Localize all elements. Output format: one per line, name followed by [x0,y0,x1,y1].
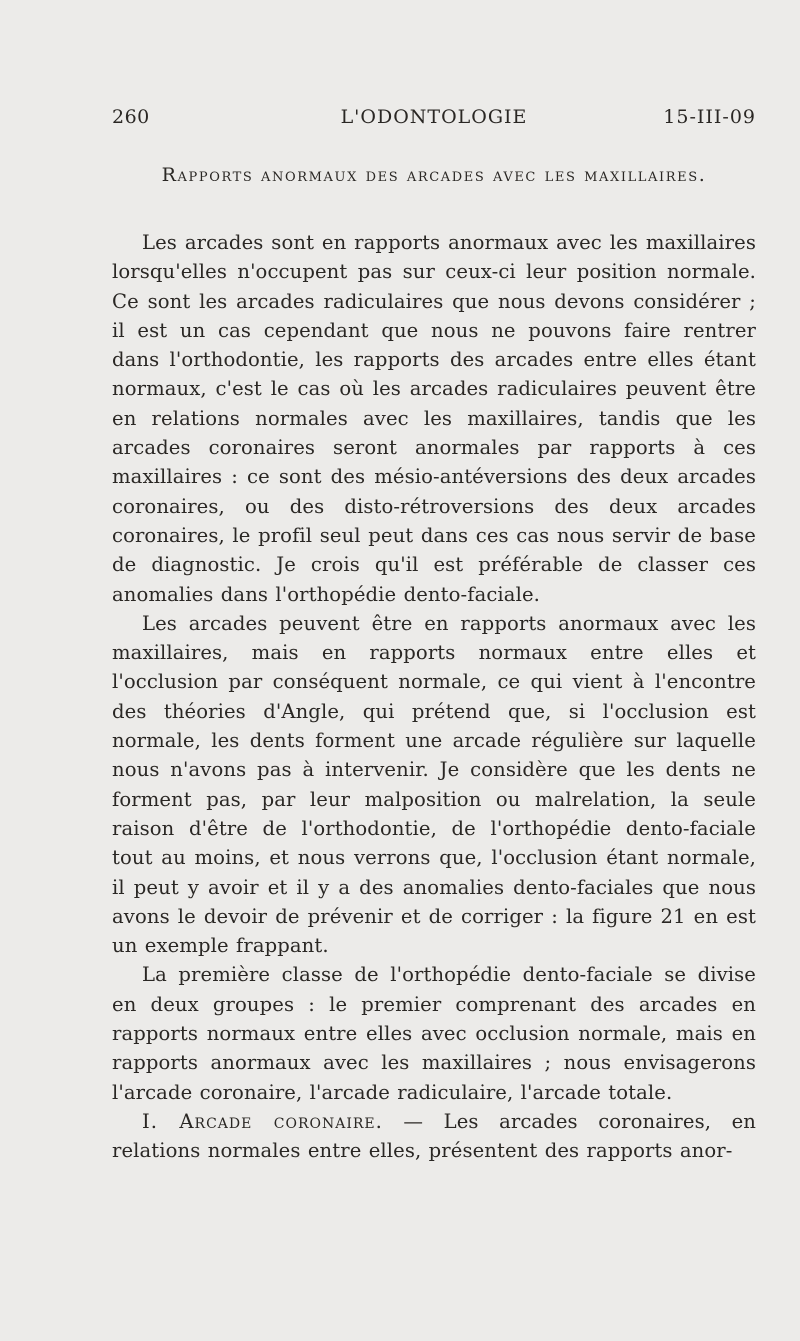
page-number: 260 [112,106,150,128]
subsection-heading: I. Arcade coronaire. [142,1109,383,1133]
body-text [112,228,756,1166]
paragraph-3: La première classe de l'orthopédie dento-faciale se divise en deux groupes : le premier comprenant des arcades en rapports normaux entre elles avec occlusion normale, mais en rapports anormaux avec les maxillaires ; nous envisagerons l'arcade coronaire, l'arcade radiculaire, l'arcade totale. [112,963,756,1104]
issue-date: 15-III-09 [663,106,756,128]
section-title: Rapports anormaux des arcades avec les maxillaires. [161,164,707,186]
paragraph-2: Les arcades peuvent être en rapports anormaux avec les maxillaires, mais en rapports normaux entre elles et l'occlusion par conséquent normale, ce qui vient à l'encontre des théories d'Angle, qui prétend que, si l'occlusion est normale, les dents forment une arcade régulière sur laquelle nous n'avons pas à intervenir. Je considère que les dents ne forment pas, par leur malposition ou malrelation, la seule raison d'être de l'orthodontie, de l'orthopédie dento-faciale tout au moins, et nous verrons que, l'occlusion étant normale, il peut y avoir et il y a des anomalies dento-faciales que nous avons le devoir de prévenir et de corriger : la figure 21 en est un exemple frappant. [112,611,756,958]
subsection-text: — Les arcades coronaires, en relations normales entre elles, présentent des rapports anor- [112,1109,756,1163]
running-head [112,106,756,136]
paragraph-1: Les arcades sont en rapports anormaux avec les maxillaires lorsqu'elles n'occupent pas sur ceux-ci leur position normale. Ce sont les arcades radiculaires que nous devons considérer ; il est un cas cependant que nous ne pouvons faire rentrer dans l'orthodontie, les rapports des arcades entre elles étant normaux, c'est le cas où les arcades radiculaires peuvent être en relations normales avec les maxillaires, tandis que les arcades coronaires seront anormales par rapports à ces maxillaires : ce sont des mésio-antéversions des deux arcades coronaires, ou des disto-rétroversions des deux arcades coronaires, le profil seul peut dans ces cas nous servir de base de diagnostic. Je crois qu'il est préférable de classer ces anomalies dans l'orthopédie dento-faciale. [112,231,756,606]
paragraph-4 [112,1107,756,1166]
journal-title: L'ODONTOLOGIE [340,106,528,128]
